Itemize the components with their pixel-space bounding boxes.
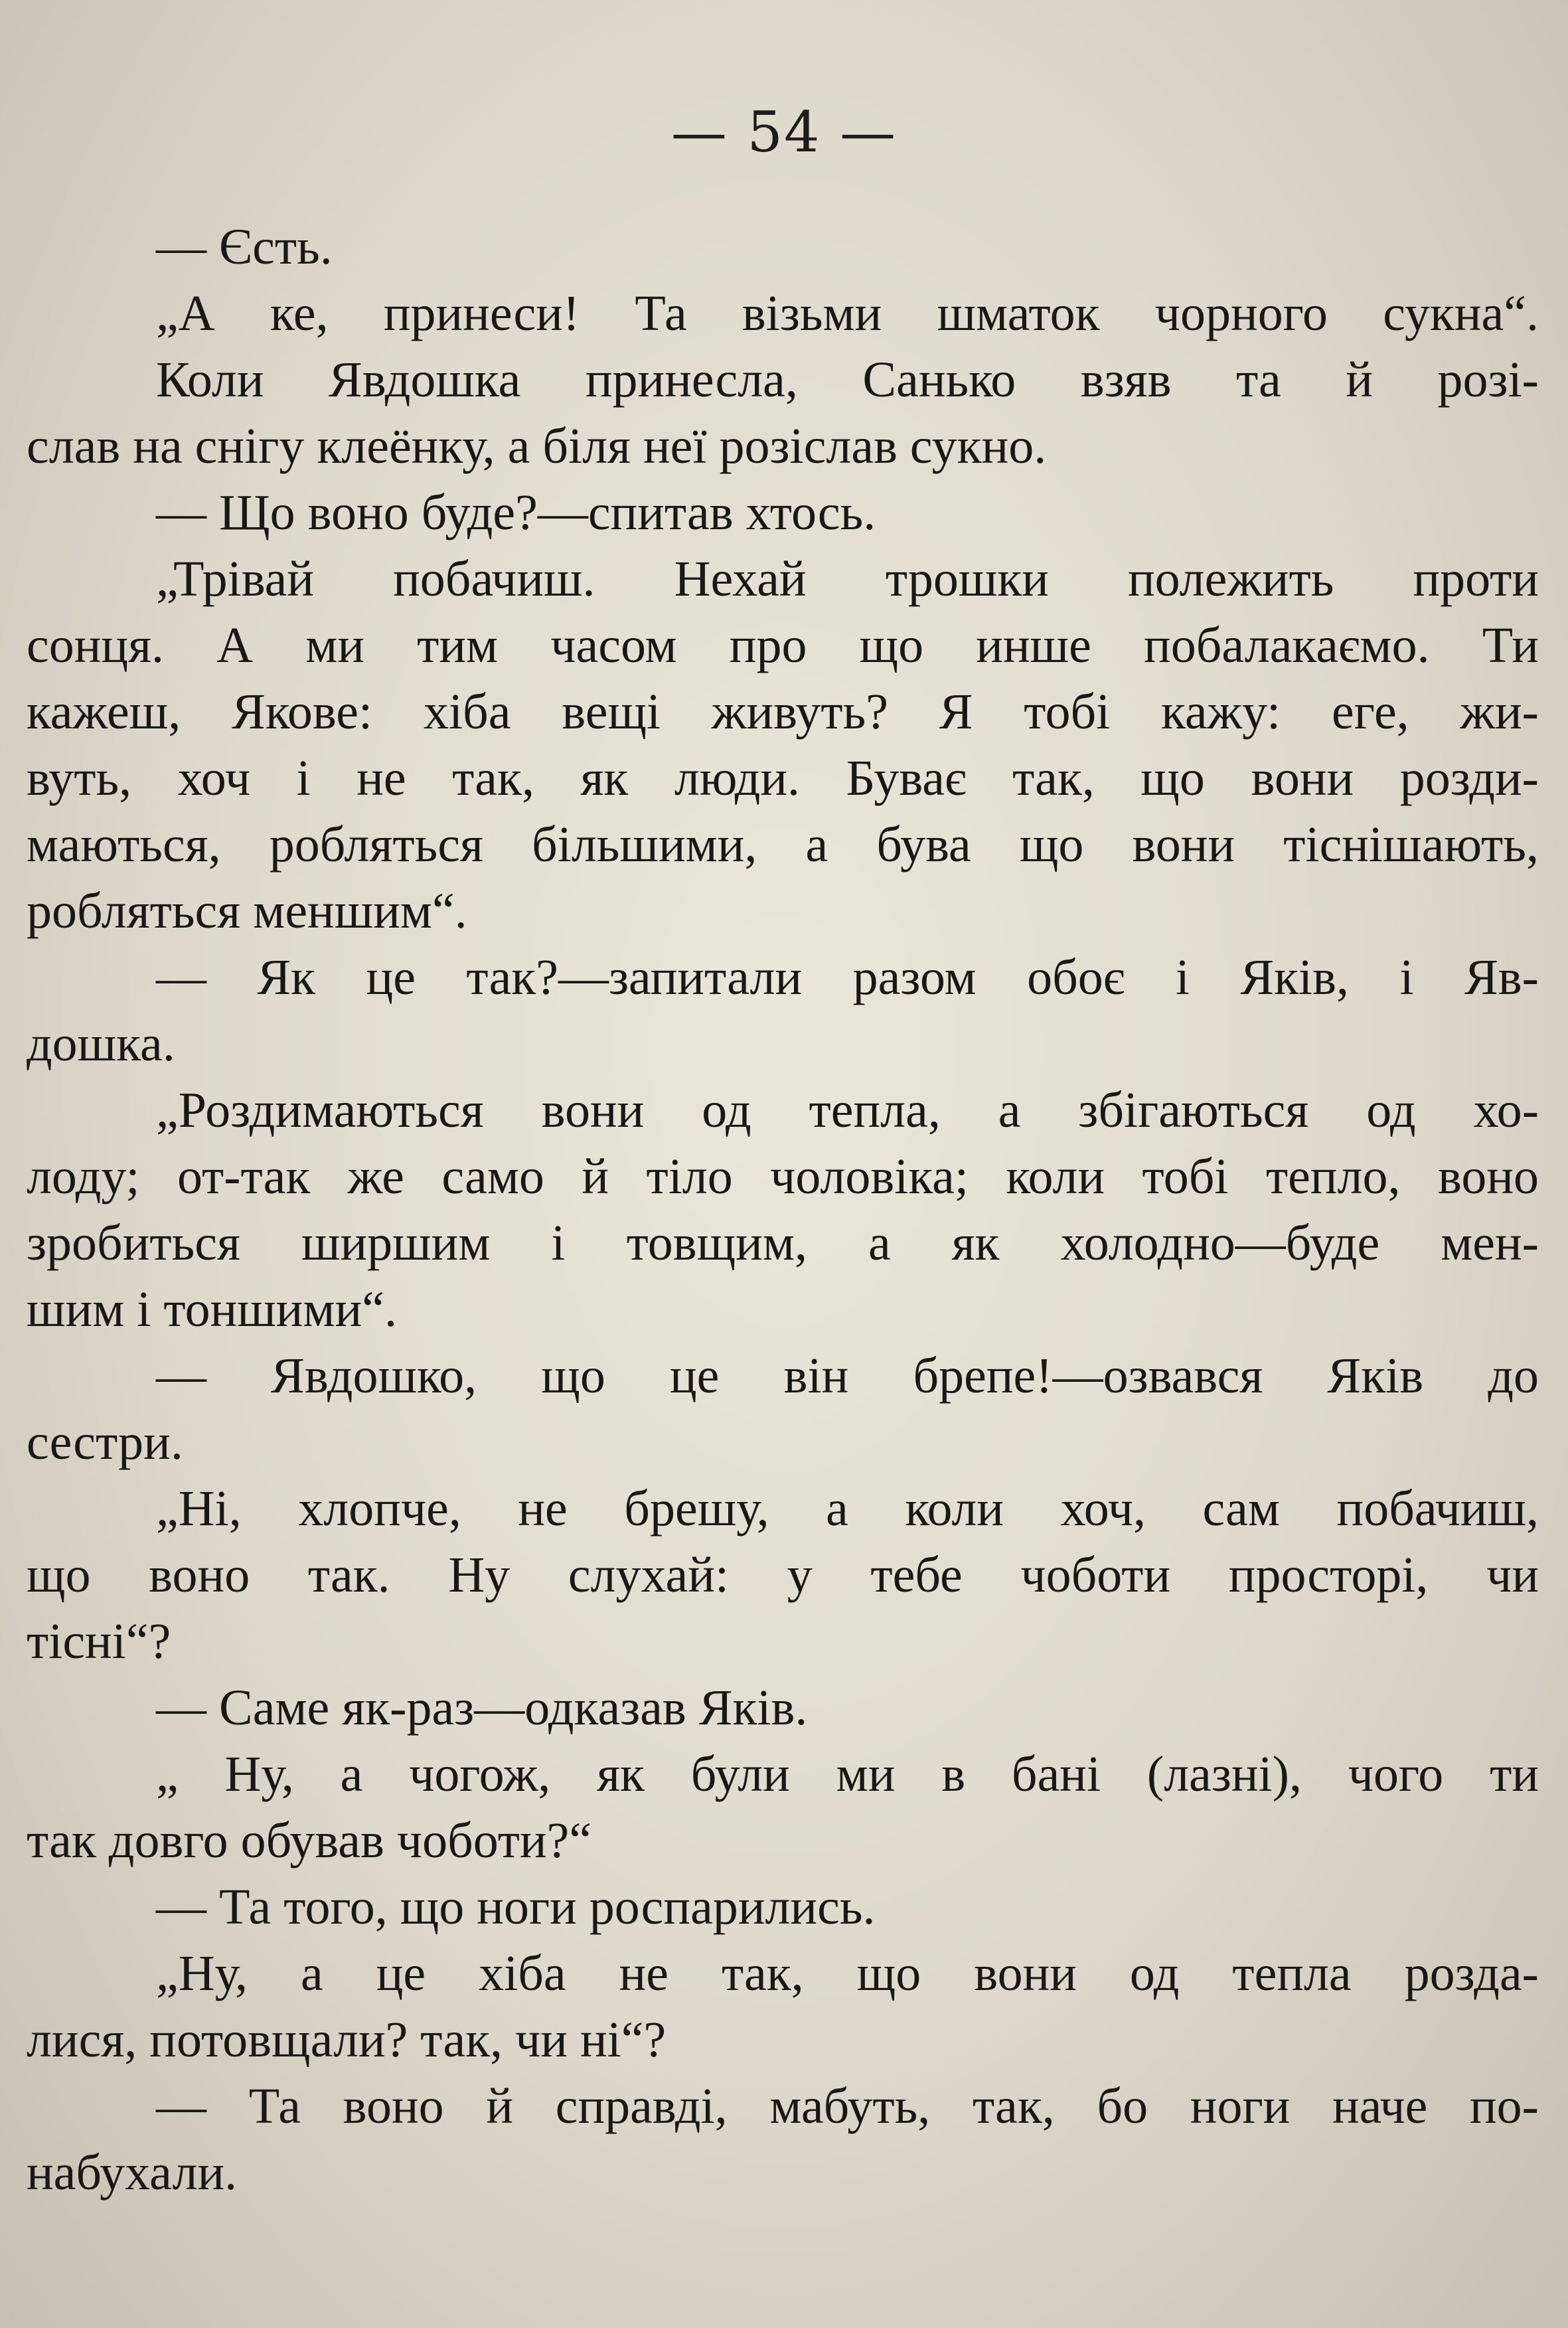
- text-line: — Що воно буде?—спитав хтось.: [156, 485, 876, 540]
- text-line: маються, робляться більшими, а бува що вони тіснішають,: [27, 817, 1539, 873]
- text-line: зробиться ширшим і товщим, а як холодно—буде мен-: [27, 1215, 1539, 1271]
- text-line: вуть, хоч і не так, як люди. Буває так, що вони розди-: [27, 750, 1539, 806]
- text-line: сестри.: [27, 1414, 183, 1470]
- text-line: Коли Явдошка принесла, Санько взяв та й розі-: [156, 352, 1539, 408]
- text-line: слав на снігу клеёнку, а біля неї розіслав сукно.: [27, 418, 1047, 474]
- text-line: лися, потовщали? так, чи ні“?: [27, 2012, 666, 2068]
- text-line: набухали.: [27, 2145, 238, 2201]
- text-line: „А ке, принеси! Та візьми шматок чорного сукна“.: [156, 286, 1539, 341]
- text-line: — Та того, що ноги роспарились.: [156, 1879, 876, 1935]
- text-line: „Ну, а це хіба не так, що вони од тепла розда-: [156, 1946, 1539, 2001]
- text-line: „Ні, хлопче, не брешу, а коли хоч, сам побачиш,: [156, 1481, 1539, 1537]
- text-line: шим і тоншими“.: [27, 1282, 397, 1337]
- text-line: „Роздимаються вони од тепла, а збігаються од хо-: [156, 1082, 1539, 1138]
- page-number: — 54 —: [670, 100, 898, 165]
- text-line: сонця. А ми тим часом про що инше побалакаємо. Ти: [27, 618, 1539, 673]
- text-line: дошка.: [27, 1016, 175, 1072]
- text-line: — Як це так?—запитали разом обоє і Яків, і Яв-: [156, 950, 1539, 1005]
- text-line: — Явдошко, що це він брепе!—озвався Яків до: [156, 1348, 1539, 1404]
- text-line: — Саме як-раз—одказав Яків.: [156, 1680, 808, 1736]
- page-text: [27, 214, 1539, 2206]
- text-line: — Єсть.: [156, 219, 333, 275]
- text-line: кажеш, Якове: хіба вещі живуть? Я тобі кажу: еге, жи-: [27, 684, 1539, 740]
- text-line: лоду; от-так же само й тіло чоловіка; коли тобі тепло, воно: [27, 1149, 1539, 1205]
- text-line: тісні“?: [27, 1614, 171, 1669]
- text-line: — Та воно й справді, мабуть, так, бо ноги наче по-: [156, 2078, 1539, 2134]
- text-line: робляться меншим“.: [27, 883, 467, 939]
- text-line: „Трівай побачиш. Нехай трошки полежить проти: [156, 551, 1539, 607]
- text-line: „ Ну, а чогож, як були ми в бані (лазні), чого ти: [156, 1746, 1539, 1802]
- text-line: так довго обував чоботи?“: [27, 1813, 592, 1869]
- text-line: що воно так. Ну слухай: у тебе чоботи просторі, чи: [27, 1547, 1539, 1603]
